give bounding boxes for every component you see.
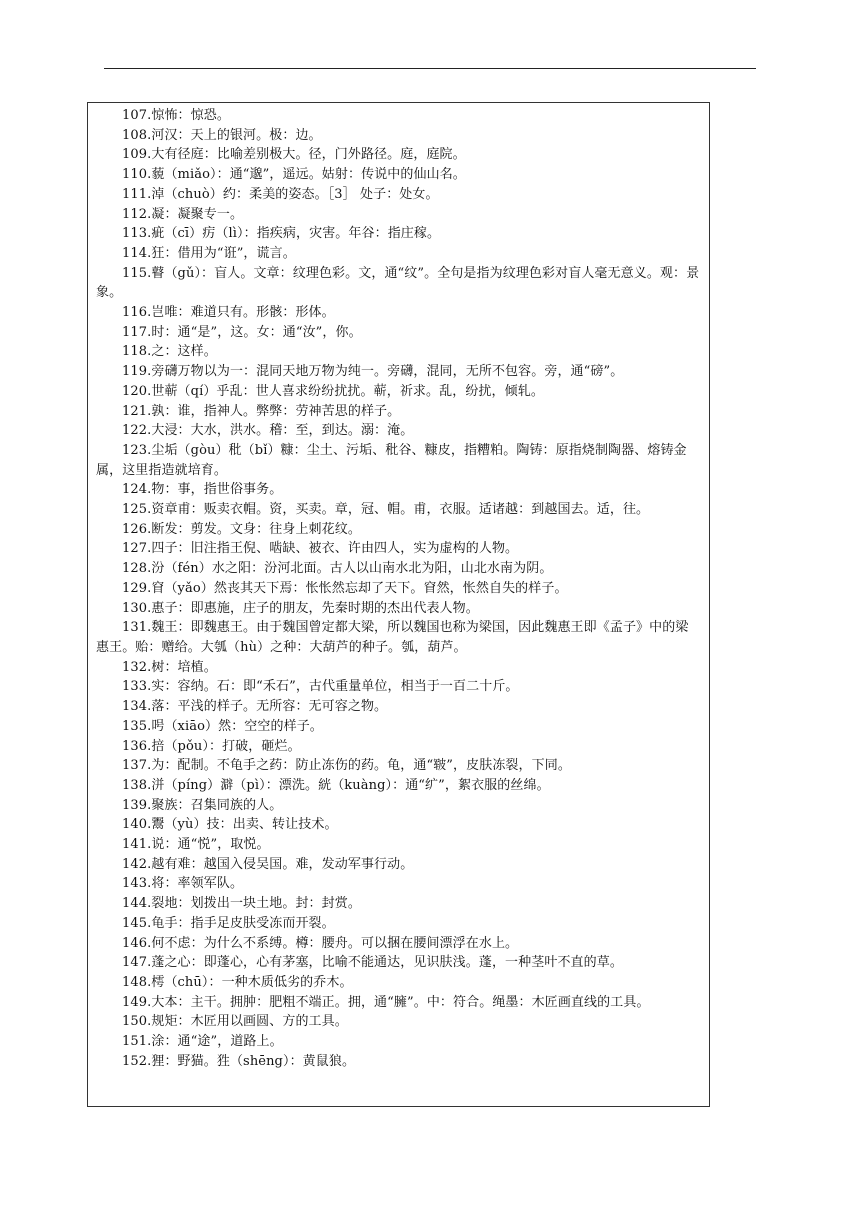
note-123: 123.尘垢（gòu）秕（bǐ）糠：尘土、污垢、秕谷、糠皮，指糟粕。陶铸：原指烧制陶器、熔铸金属，这里指造就培育。 [96,442,687,478]
note-118: 118.之：这样。 [122,344,217,360]
note-138: 138.洴（píng）澼（pì）：漂洗。絖（kuàng）：通“纩”，絮衣服的丝绵。 [122,777,550,793]
note-107: 107.惊怖：惊恐。 [122,108,230,123]
note-129: 129.窅（yǎo）然丧其天下焉：怅怅然忘却了天下。窅然，怅然自失的样子。 [122,580,568,596]
note-116: 116.岂唯：难道只有。形骸：形体。 [122,305,335,321]
note-146: 146.何不虑：为什么不系缚。樽：腰舟。可以捆在腰间漂浮在水上。 [122,935,519,951]
note-144: 144.裂地：划拨出一块土地。封：封赏。 [122,896,361,912]
note-111: 111.淖（chuò）约：柔美的姿态。［3］ 处子：处女。 [122,186,439,202]
note-143: 143.将：率领军队。 [122,876,244,892]
note-152: 152.狸：野猫。狌（shēng）：黄鼠狼。 [122,1053,356,1069]
note-112: 112.凝：凝聚专一。 [122,206,244,222]
note-127: 127.四子：旧注指王倪、啮缺、被衣、许由四人，实为虚构的人物。 [122,541,519,557]
note-139: 139.聚族：召集同族的人。 [122,797,283,813]
note-124: 124.物：事，指世俗事务。 [122,482,283,498]
note-125: 125.资章甫：贩卖衣帽。资，买卖。章，冠、帽。甫，衣服。适诸越：到越国去。适，往。 [122,502,650,518]
note-136: 136.掊（pǒu）：打破，砸烂。 [122,738,301,754]
note-128: 128.汾（fén）水之阳：汾河北面。古人以山南水北为阳，山北水南为阴。 [122,561,553,577]
note-132: 132.树：培植。 [122,659,217,675]
note-149: 149.大本：主干。拥肿：肥粗不端正。拥，通“臃”。中：符合。绳墨：木匠画直线的工具。 [122,994,650,1010]
note-140: 140.鬻（yù）技：出卖、转让技术。 [122,817,338,833]
note-142: 142.越有难：越国入侵吴国。难，发动军事行动。 [122,856,414,872]
note-117: 117.时：通“是”，这。女：通“汝”，你。 [122,324,362,340]
note-134: 134.落：平浅的样子。无所容：无可容之物。 [122,699,388,715]
header-rule [104,68,756,69]
annotation-box [87,102,710,1107]
note-145: 145.龟手：指手足皮肤受冻而开裂。 [122,915,335,931]
note-108: 108.河汉：天上的银河。极：边。 [122,127,322,143]
note-133: 133.实：容纳。石：即“禾石”，古代重量单位，相当于一百二十斤。 [122,679,519,695]
note-130: 130.惠子：即惠施，庄子的朋友，先秦时期的杰出代表人物。 [122,600,479,616]
note-126: 126.断发：剪发。文身：往身上刺花纹。 [122,521,361,537]
note-150: 150.规矩：木匠用以画圆、方的工具。 [122,1014,348,1030]
note-113: 113.疵（cī）疠（lì）：指疾病，灾害。年谷：指庄稼。 [122,226,441,242]
note-109: 109.大有径庭：比喻差别极大。径，门外路径。庭，庭院。 [122,147,466,163]
note-131: 131.魏王：即魏惠王。由于魏国曾定都大梁，所以魏国也称为梁国，因此魏惠王即《孟子》中的梁惠王。贻：赠给。大瓠（hù）之种：大葫芦的种子。瓠，葫芦。 [96,620,689,655]
note-147: 147.蓬之心：即蓬心，心有茅塞，比喻不能通达，见识肤浅。蓬，一种茎叶不直的草。 [122,955,623,971]
note-119: 119.旁礴万物以为一：混同天地万物为纯一。旁礴，混同，无所不包容。旁，通“磅”。 [122,364,624,380]
note-121: 121.孰：谁，指神人。弊弊：劳神苦思的样子。 [122,403,401,419]
note-120: 120.世蕲（qí）乎乱：世人喜求纷纷扰扰。蕲，祈求。乱，纷扰，倾轧。 [122,383,544,399]
note-114: 114.狂：借用为“诳”，谎言。 [122,245,296,261]
note-135: 135.呺（xiāo）然：空空的样子。 [122,718,323,734]
note-141: 141.说：通“悦”，取悦。 [122,837,270,853]
note-115: 115.瞽（gǔ）：盲人。文章：纹理色彩。文，通“纹”。全句是指为纹理色彩对盲人毫无意义。观：景象。 [96,265,700,301]
note-110: 110.藐（miǎo）：通“邈”，遥远。姑射：传说中的仙山名。 [122,167,466,183]
note-122: 122.大浸：大水，洪水。稽：至，到达。溺：淹。 [122,423,414,439]
note-137: 137.为：配制。不龟手之药：防止冻伤的药。龟，通“皲”，皮肤冻裂，下同。 [122,758,571,774]
note-151: 151.涂：通“途”，道路上。 [122,1034,283,1050]
note-148: 148.樗（chū）：一种木质低劣的乔木。 [122,974,353,990]
